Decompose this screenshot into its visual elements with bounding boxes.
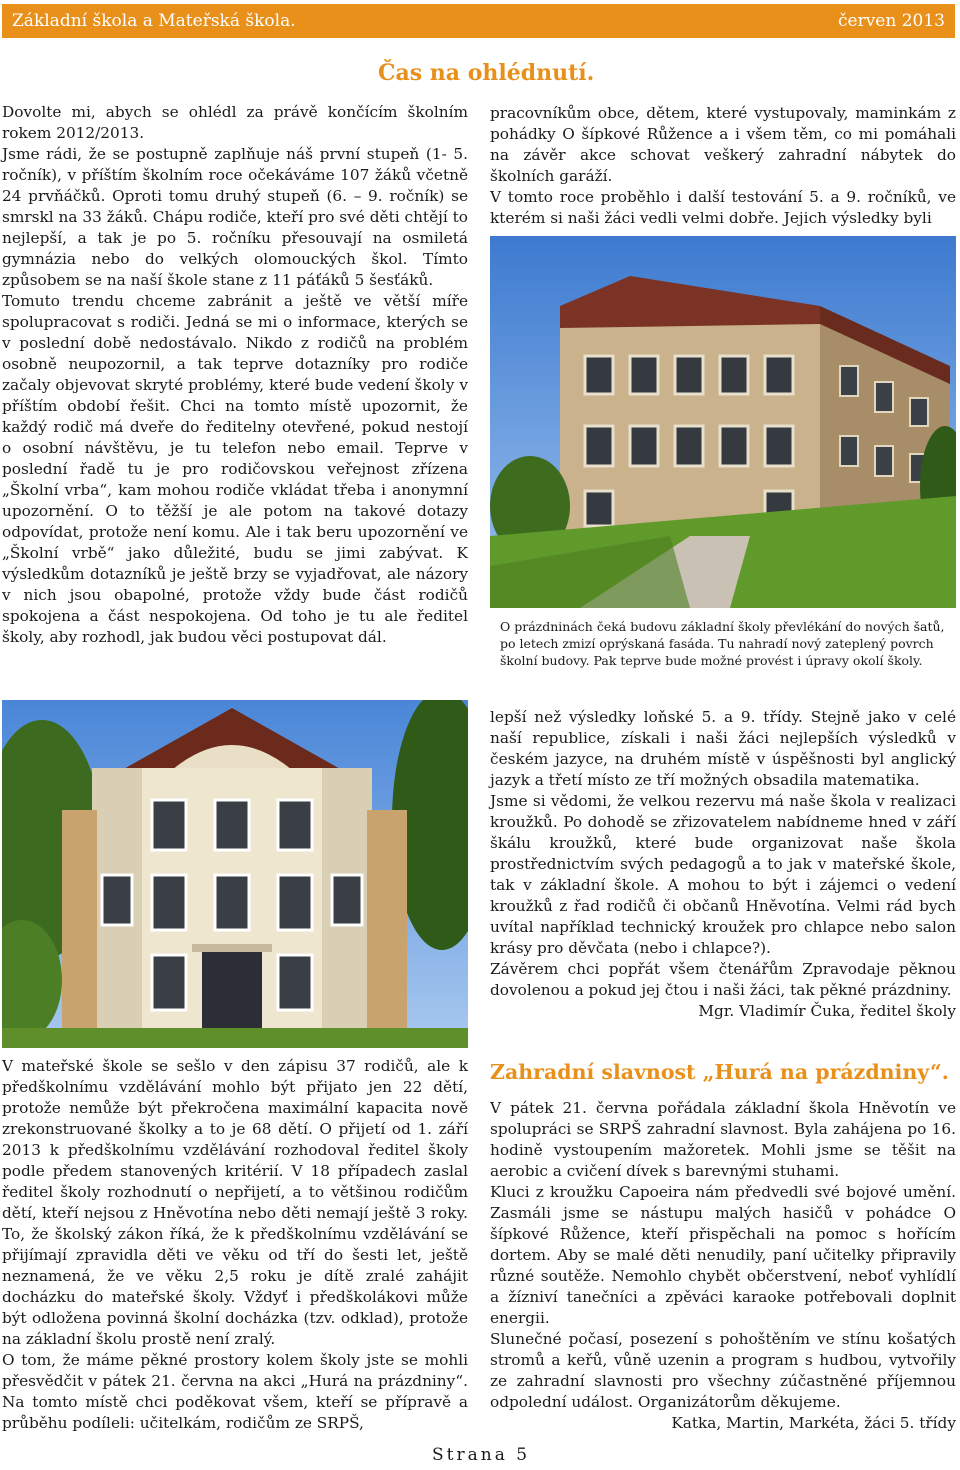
director-signature: Mgr. Vladimír Čuka, ředitel školy	[698, 1002, 956, 1020]
paragraph: lepší než výsledky loňské 5. a 9. třídy. Stejně jako v celé naší republice, získali i naši žáci nejlepších výsledků v českém jazyce, na druhém místě v úspěšnosti byl anglický jazyk a třetí místo ze tří možných obsadila matematika.	[490, 708, 956, 789]
photo-caption: O prázdninách čeká budovu základní školy převlékání do nových šatů, po letech zmizí oprýskaná fasáda. Tu nahradí nový zateplený povrch školní budovy. Pak teprve bude možné provést i úpravy okolí školy.	[500, 619, 945, 668]
school-wing-photo	[490, 236, 956, 608]
page-number: Strana 5	[432, 1445, 531, 1465]
right-column-top	[490, 103, 956, 229]
paragraph: Závěrem chci popřát všem čtenářům Zpravodaje pěknou dovolenou a pokud jej čtou i naši žáci, tak pěkné prázdniny.	[490, 960, 956, 999]
paragraph: pracovníkům obce, dětem, které vystupovaly, maminkám z pohádky O šípkové Růžence a i všem těm, co mi pomáhali na závěr akce schovat veškerý zahradní nábytek do školních garáží.	[490, 104, 956, 185]
paragraph: Jsme rádi, že se postupně zaplňuje náš první stupeň (1- 5. ročník), v příštím školním roce očekáváme 107 žáků včetně 24 prvňáčků. Oproti tomu druhý stupeň (6. – 9. ročník) se smrskl na 33 žáků. Chápu rodiče, kteří pro své děti chtějí to nejlepší, a tak je po 5. ročníku přesouvají na osmiletá gymnázia nebo do velkých olomouckých škol. Tímto způsobem se na naší škole stane z 11 páťáků 5 šesťáků.	[2, 145, 468, 289]
right-column-middle	[490, 707, 956, 1022]
left-column-bottom	[2, 1056, 468, 1434]
school-building-photo	[2, 700, 468, 1048]
page-title: Čas na ohlédnutí.	[378, 60, 595, 86]
section-title: Zahradní slavnost „Hurá na prázdniny“.	[490, 1060, 949, 1084]
paragraph: V mateřské škole se sešlo v den zápisu 37 rodičů, ale k předškolnímu vzdělávání mohlo být přijato jen 22 dětí, protože nemůže být překročena maximální kapacita nově zrekonstruované školky a to je 68 dětí. O přijetí od 1. září 2013 k předškolnímu vzdělávání rozhodoval ředitel školy podle předem stanovených kritérií. V 18 případech zaslal ředitel školy rozhodnutí o nepřijetí, a to většinou rodičům dětí, kteří nejsou z Hněvotína nebo děti nemají ještě 3 roky. To, že školský zákon říká, že k předškolnímu vzdělávání se přijímají zpravidla děti ve věku od tří do šesti let, ještě neznamená, že ve věku 2,5 roku je dítě zralé zahájit docházku do mateřské školy. Vždyť i předškolákovi může být odložena povinná školní docházka (tzv. odklad), protože na základní školu prostě není zralý.	[2, 1057, 468, 1348]
left-column-top	[2, 102, 468, 648]
paragraph: V tomto roce proběhlo i další testování 5. a 9. ročníků, ve kterém si naši žáci vedli velmi dobře. Jejich výsledky byli	[490, 188, 956, 227]
right-column-bottom	[490, 1098, 956, 1434]
paragraph: Jsme si vědomi, že velkou rezervu má naše škola v realizaci kroužků. Po dohodě se zřizovatelem nabídneme hned v září škálu kroužků, které bude organizovat naše škola prostřednictvím svých pedagogů a to jak v mateřské škole, tak v základní škole. A mohou to být i zájemci o vedení kroužků z řad rodičů či občanů Hněvotína. Velmi rád bych uvítal například technický kroužek pro chlapce nebo salon krásy pro děvčata (nebo i chlapce?).	[490, 792, 956, 957]
paragraph: V pátek 21. června pořádala základní škola Hněvotín ve spolupráci se SRPŠ zahradní slavnost. Byla zahájena po 16. hodině vystoupením mažoretek. Mohli jsme se těšit na aerobic a cvičení dívek s barevnými stuhami.	[490, 1099, 956, 1180]
paragraph: Dovolte mi, abych se ohlédl za právě končícím školním rokem 2012/2013.	[2, 103, 468, 142]
issue-date: červen 2013	[838, 11, 945, 31]
page-header	[2, 4, 955, 38]
paragraph: Kluci z kroužku Capoeira nám předvedli své bojové umění. Zasmáli jsme se nástupu malých hasičů v pohádce O šípkové Růžence, kteří přispěchali na pomoc s hořícím dortem. Aby se malé děti nenudily, paní učitelky připravily různé soutěže. Nemohlo chybět občerstvení, neboť vyhlídlí a žízniví tanečníci a zpěváci karaoke potřebovali doplnit energii.	[490, 1183, 956, 1327]
paragraph: Tomuto trendu chceme zabránit a ještě ve větší míře spolupracovat s rodiči. Jedná se mi o informace, kterých se v poslední době nedostávalo. Nikdo z rodičů na problém osobně neupozornil, a tak teprve dotazníky pro rodiče začaly objevovat skryté problémy, které bude vedení školy v příštím období řešit. Chci na tomto místě upozornit, že každý rodič má dveře do ředitelny otevřené, pokud nestojí o osobní návštěvu, je tu telefon nebo email. Teprve v poslední řadě tu je pro rodičovskou veřejnost zřízena „Školní vrba“, kam mohou rodiče vkládat třeba i anonymní upozornění. O to těžší je ale potom na takové dotazy odpovídat, protože není komu. Ale i tak beru upozornění ve „Školní vrbě“ jako důležité, budu se jimi zabývat. K výsledkům dotazníků je ještě brzy se vyjadřovat, ale názory v nich jsou obapolné, protože vždy bude část rodičů spokojena a část nespokojena. Od toho je tu ale ředitel školy, aby rozhodl, jak budou věci postupovat dál.	[2, 292, 468, 646]
school-name: Základní škola a Mateřská škola.	[12, 11, 296, 31]
paragraph: Slunečné počasí, posezení s pohoštěním ve stínu košatých stromů a keřů, vůně uzenin a program s hudbou, vytvořily ze zahradní slavnosti pro všechny zúčastněné příjemnou odpolední událost. Organizátorům děkujeme.	[490, 1330, 956, 1411]
paragraph: O tom, že máme pěkné prostory kolem školy jste se mohli přesvědčit v pátek 21. června na akci „Hurá na prázdniny“. Na tomto místě chci poděkovat všem, kteří se přípravě a průběhu podíleli: učitelkám, rodičům ze SRPŠ,	[2, 1351, 468, 1432]
authors-signature: Katka, Martin, Markéta, žáci 5. třídy	[671, 1414, 956, 1432]
